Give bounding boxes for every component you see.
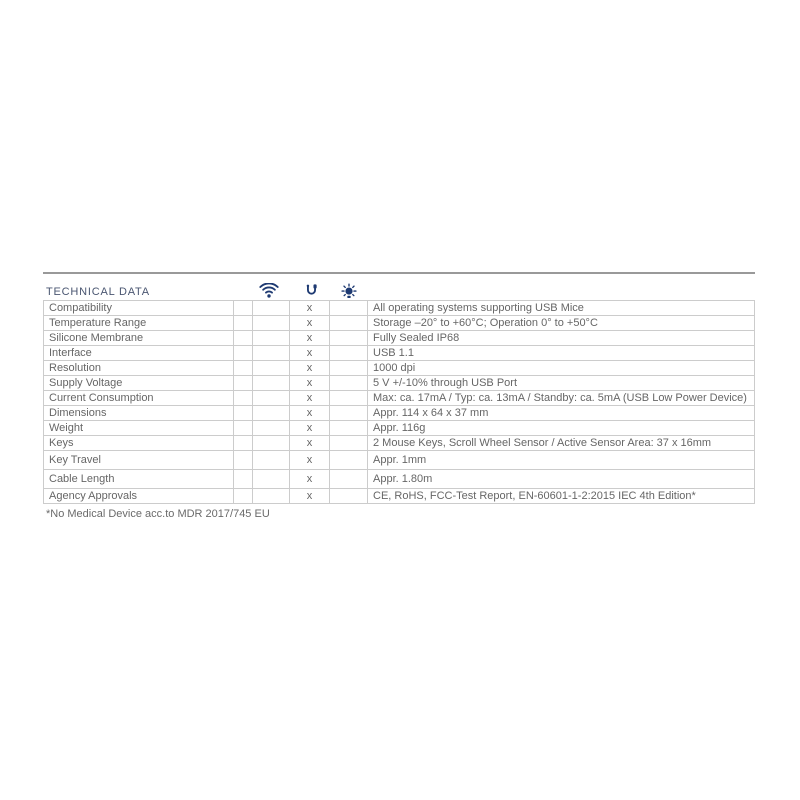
spec-label: Keys [44,436,234,451]
footnote: *No Medical Device acc.to MDR 2017/745 EU [46,508,270,520]
spacer-cell [234,489,253,504]
wireless-mark [253,361,290,376]
spacer-cell [234,406,253,421]
table-row [44,489,755,504]
backlight-mark [330,301,368,316]
table-row [44,331,755,346]
wireless-mark [253,451,290,470]
wired-mark: x [290,346,330,361]
spacer-cell [234,376,253,391]
spacer-cell [234,470,253,489]
backlight-mark [330,406,368,421]
table-row [44,301,755,316]
table-row [44,451,755,470]
spec-label: Current Consumption [44,391,234,406]
spec-label: Supply Voltage [44,376,234,391]
spec-label: Interface [44,346,234,361]
backlight-icon [337,282,361,300]
spec-label: Temperature Range [44,316,234,331]
wired-mark: x [290,421,330,436]
wired-mark: x [290,331,330,346]
wireless-mark [253,316,290,331]
wireless-mark [253,376,290,391]
backlight-mark [330,451,368,470]
spec-label: Cable Length [44,470,234,489]
wireless-mark [253,391,290,406]
section-title: TECHNICAL DATA [46,286,150,298]
technical-data-rows [44,301,755,504]
spec-label: Dimensions [44,406,234,421]
spacer-cell [234,451,253,470]
spec-value: Storage –20° to +60°C; Operation 0° to +50°C [368,316,755,331]
backlight-mark [330,361,368,376]
usb-cable-icon [299,282,323,300]
spec-label: Resolution [44,361,234,376]
table-row [44,361,755,376]
backlight-mark [330,436,368,451]
spacer-cell [234,301,253,316]
table-row [44,316,755,331]
wireless-mark [253,346,290,361]
spec-value: 5 V +/-10% through USB Port [368,376,755,391]
wired-mark: x [290,470,330,489]
backlight-mark [330,421,368,436]
wireless-mark [253,436,290,451]
wireless-mark [253,470,290,489]
spec-value: Appr. 114 x 64 x 37 mm [368,406,755,421]
wireless-mark [253,406,290,421]
wireless-mark [253,331,290,346]
spec-value: Appr. 116g [368,421,755,436]
spec-value: USB 1.1 [368,346,755,361]
spacer-cell [234,436,253,451]
spec-value: Fully Sealed IP68 [368,331,755,346]
table-row [44,376,755,391]
wireless-mark [253,489,290,504]
spacer-cell [234,331,253,346]
spec-value: 2 Mouse Keys, Scroll Wheel Sensor / Active Sensor Area: 37 x 16mm [368,436,755,451]
spec-value: Appr. 1mm [368,451,755,470]
spec-label: Weight [44,421,234,436]
spec-value: CE, RoHS, FCC-Test Report, EN-60601-1-2:2015 IEC 4th Edition* [368,489,755,504]
wired-mark: x [290,406,330,421]
spacer-cell [234,391,253,406]
spec-value: All operating systems supporting USB Mice [368,301,755,316]
spec-label: Compatibility [44,301,234,316]
wireless-mark [253,301,290,316]
spacer-cell [234,421,253,436]
wired-mark: x [290,301,330,316]
spec-value: Max: ca. 17mA / Typ: ca. 13mA / Standby: ca. 5mA (USB Low Power Device) [368,391,755,406]
backlight-mark [330,470,368,489]
backlight-mark [330,316,368,331]
wired-mark: x [290,376,330,391]
wired-mark: x [290,316,330,331]
spec-value: Appr. 1.80m [368,470,755,489]
backlight-mark [330,331,368,346]
wired-mark: x [290,451,330,470]
backlight-mark [330,391,368,406]
spacer-cell [234,361,253,376]
table-row [44,406,755,421]
wifi-icon [257,282,281,300]
table-row [44,436,755,451]
section-header [43,272,755,300]
wireless-mark [253,421,290,436]
wired-mark: x [290,489,330,504]
backlight-mark [330,346,368,361]
table-row [44,421,755,436]
wired-mark: x [290,391,330,406]
wired-mark: x [290,361,330,376]
technical-data-section [43,272,755,520]
backlight-mark [330,376,368,391]
table-row [44,470,755,489]
technical-data-table [43,300,755,504]
table-row [44,391,755,406]
spacer-cell [234,346,253,361]
spec-label: Silicone Membrane [44,331,234,346]
wired-mark: x [290,436,330,451]
spec-label: Key Travel [44,451,234,470]
spec-label: Agency Approvals [44,489,234,504]
backlight-mark [330,489,368,504]
table-row [44,346,755,361]
spacer-cell [234,316,253,331]
spec-value: 1000 dpi [368,361,755,376]
